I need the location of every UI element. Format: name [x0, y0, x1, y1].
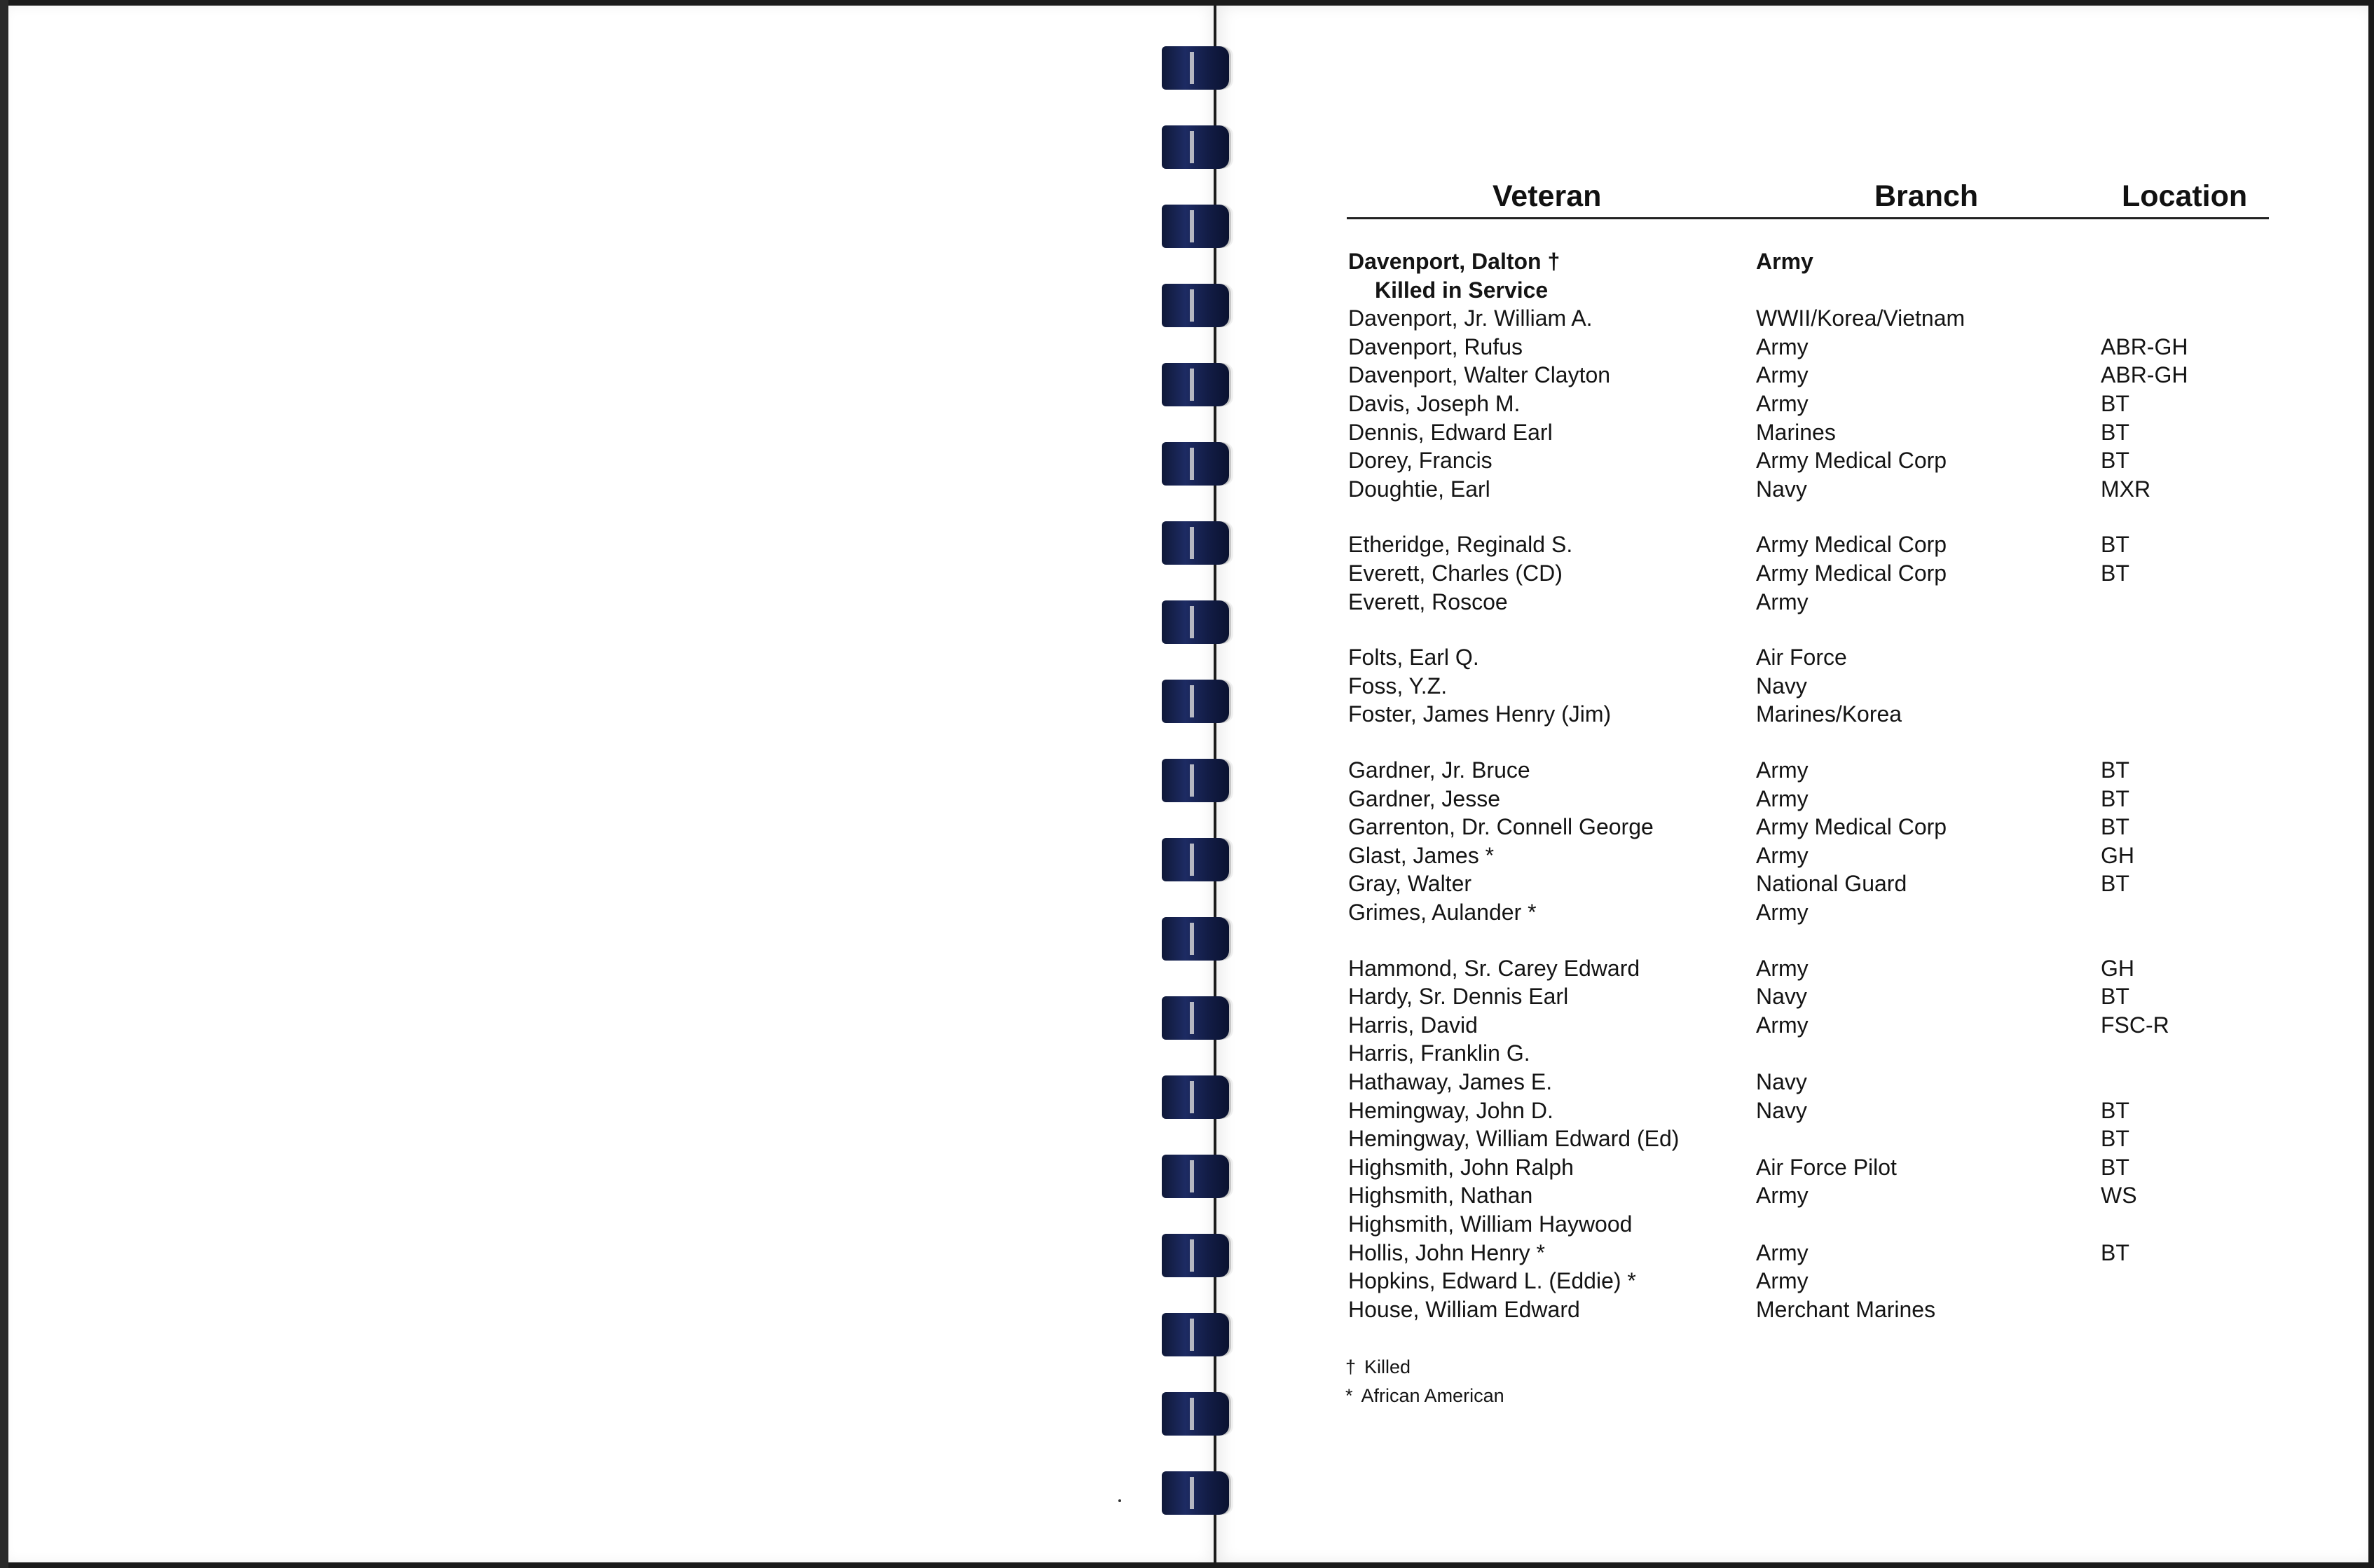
veteran-name: Highsmith, John Ralph	[1348, 1155, 1574, 1180]
location-cell: ABR-GH	[2101, 362, 2188, 387]
branch-cell: Army	[1756, 1268, 1809, 1293]
table-row	[0, 673, 2374, 701]
branch-cell: Army	[1756, 391, 1809, 416]
location-cell: BT	[2101, 532, 2129, 557]
header-location: Location	[2122, 179, 2248, 213]
binding-ring	[1162, 125, 1229, 169]
table-row	[0, 1297, 2374, 1325]
table-row	[0, 1240, 2374, 1268]
legend-symbol: †	[1345, 1356, 1357, 1377]
location-cell: BT	[2101, 420, 2129, 445]
table-row	[0, 900, 2374, 928]
branch-cell: Army	[1756, 1240, 1809, 1265]
veteran-name: Foster, James Henry (Jim)	[1348, 701, 1612, 727]
veteran-name: Hopkins, Edward L. (Eddie) *	[1348, 1268, 1636, 1293]
location-cell: GH	[2101, 843, 2134, 868]
binding-ring	[1162, 1471, 1229, 1515]
table-row	[0, 757, 2374, 785]
table-row	[0, 476, 2374, 504]
veteran-name: Davis, Joseph M.	[1348, 391, 1521, 416]
branch-cell: Army	[1756, 589, 1809, 614]
table-row	[0, 1098, 2374, 1126]
veteran-name: Hollis, John Henry *	[1348, 1240, 1545, 1265]
branch-cell: Army	[1756, 1183, 1809, 1208]
location-cell: BT	[2101, 786, 2129, 811]
service-note: Killed in Service	[1375, 277, 1549, 303]
veteran-name: Gardner, Jesse	[1348, 786, 1500, 811]
branch-cell: Merchant Marines	[1756, 1297, 1936, 1322]
binding-ring	[1162, 46, 1229, 90]
table-row	[0, 1183, 2374, 1211]
location-cell: BT	[2101, 1155, 2129, 1180]
veteran-name: Dennis, Edward Earl	[1348, 420, 1553, 445]
table-row	[0, 532, 2374, 560]
veteran-name: Garrenton, Dr. Connell George	[1348, 814, 1654, 839]
branch-cell: Navy	[1756, 1069, 1807, 1094]
table-row	[0, 448, 2374, 476]
branch-cell: Army	[1756, 843, 1809, 868]
veteran-name: Folts, Earl Q.	[1348, 645, 1479, 670]
branch-cell: Army	[1756, 1012, 1809, 1038]
veteran-name: Grimes, Aulander *	[1348, 900, 1537, 925]
legend-symbol: *	[1345, 1385, 1353, 1406]
veteran-name: Foss, Y.Z.	[1348, 673, 1448, 699]
veteran-name: Doughtie, Earl	[1348, 476, 1490, 502]
location-cell: BT	[2101, 448, 2129, 473]
veteran-name: Hardy, Sr. Dennis Earl	[1348, 984, 1569, 1009]
veteran-name: Highsmith, Nathan	[1348, 1183, 1533, 1208]
veteran-name: Harris, David	[1348, 1012, 1478, 1038]
veteran-name: Everett, Roscoe	[1348, 589, 1508, 614]
veteran-name: Etheridge, Reginald S.	[1348, 532, 1573, 557]
branch-cell: Air Force	[1756, 645, 1847, 670]
veteran-name: Dorey, Francis	[1348, 448, 1493, 473]
table-row	[0, 786, 2374, 814]
branch-cell: Army	[1756, 900, 1809, 925]
veteran-name: Gardner, Jr. Bruce	[1348, 757, 1530, 783]
table-row	[0, 871, 2374, 899]
table-row	[0, 589, 2374, 617]
location-cell: BT	[2101, 391, 2129, 416]
location-cell: BT	[2101, 814, 2129, 839]
veteran-name: Hammond, Sr. Carey Edward	[1348, 956, 1640, 981]
branch-cell: Army	[1756, 334, 1809, 359]
table-row	[0, 1040, 2374, 1068]
veteran-name: Davenport, Jr. William A.	[1348, 305, 1593, 331]
location-cell: BT	[2101, 984, 2129, 1009]
table-row	[0, 956, 2374, 984]
table-row	[0, 1268, 2374, 1296]
location-cell: BT	[2101, 757, 2129, 783]
branch-cell: Army Medical Corp	[1756, 561, 1947, 586]
veteran-name: Davenport, Dalton †	[1348, 249, 1560, 274]
branch-cell: Army	[1756, 249, 1813, 274]
veteran-name: Everett, Charles (CD)	[1348, 561, 1563, 586]
location-cell: FSC-R	[2101, 1012, 2169, 1038]
branch-cell: Army	[1756, 956, 1809, 981]
table-row	[0, 1012, 2374, 1040]
table-row	[0, 645, 2374, 673]
branch-cell: Army	[1756, 362, 1809, 387]
table-row	[0, 249, 2374, 277]
veteran-name: Gray, Walter	[1348, 871, 1472, 896]
page-mark	[1118, 1499, 1121, 1502]
table-row	[0, 420, 2374, 448]
branch-cell: Navy	[1756, 984, 1807, 1009]
location-cell: BT	[2101, 561, 2129, 586]
legend-text: African American	[1361, 1385, 1504, 1406]
branch-cell: Air Force Pilot	[1756, 1155, 1897, 1180]
legend-item	[1345, 1385, 1504, 1407]
table-row	[0, 1155, 2374, 1183]
location-cell: ABR-GH	[2101, 334, 2188, 359]
branch-cell: Army	[1756, 786, 1809, 811]
branch-cell: Navy	[1756, 673, 1807, 699]
table-row	[0, 701, 2374, 729]
branch-cell: Marines/Korea	[1756, 701, 1902, 727]
branch-cell: WWII/Korea/Vietnam	[1756, 305, 1965, 331]
branch-cell: Marines	[1756, 420, 1836, 445]
branch-cell: Navy	[1756, 1098, 1807, 1123]
location-cell: MXR	[2101, 476, 2151, 502]
branch-cell: Navy	[1756, 476, 1807, 502]
header-veteran: Veteran	[1493, 179, 1602, 213]
legend-item	[1345, 1356, 1411, 1378]
table-row	[0, 391, 2374, 419]
veteran-name: Hemingway, John D.	[1348, 1098, 1553, 1123]
table-row	[0, 362, 2374, 390]
binding-ring	[1162, 1392, 1229, 1436]
veteran-name: Harris, Franklin G.	[1348, 1040, 1530, 1066]
table-row	[0, 843, 2374, 871]
location-cell: BT	[2101, 1240, 2129, 1265]
branch-cell: Army Medical Corp	[1756, 532, 1947, 557]
location-cell: BT	[2101, 871, 2129, 896]
header-divider	[1347, 217, 2269, 219]
table-row	[0, 305, 2374, 333]
branch-cell: Army Medical Corp	[1756, 814, 1947, 839]
table-row	[0, 1126, 2374, 1154]
binding-ring	[1162, 205, 1229, 248]
table-row	[0, 1069, 2374, 1097]
location-cell: BT	[2101, 1126, 2129, 1151]
table-row	[0, 984, 2374, 1012]
veteran-name: Hathaway, James E.	[1348, 1069, 1553, 1094]
branch-cell: Army Medical Corp	[1756, 448, 1947, 473]
branch-cell: National Guard	[1756, 871, 1907, 896]
veteran-name: Davenport, Walter Clayton	[1348, 362, 1611, 387]
header-branch: Branch	[1874, 179, 1979, 213]
location-cell: WS	[2101, 1183, 2137, 1208]
legend-text: Killed	[1364, 1356, 1411, 1377]
veteran-name: Highsmith, William Haywood	[1348, 1211, 1633, 1237]
table-row	[0, 814, 2374, 842]
veteran-name: House, William Edward	[1348, 1297, 1580, 1322]
veteran-name: Glast, James *	[1348, 843, 1495, 868]
table-row	[0, 561, 2374, 589]
veteran-name: Hemingway, William Edward (Ed)	[1348, 1126, 1680, 1151]
table-row	[0, 334, 2374, 362]
location-cell: BT	[2101, 1098, 2129, 1123]
veteran-name: Davenport, Rufus	[1348, 334, 1523, 359]
table-row	[0, 1211, 2374, 1239]
branch-cell: Army	[1756, 757, 1809, 783]
location-cell: GH	[2101, 956, 2134, 981]
